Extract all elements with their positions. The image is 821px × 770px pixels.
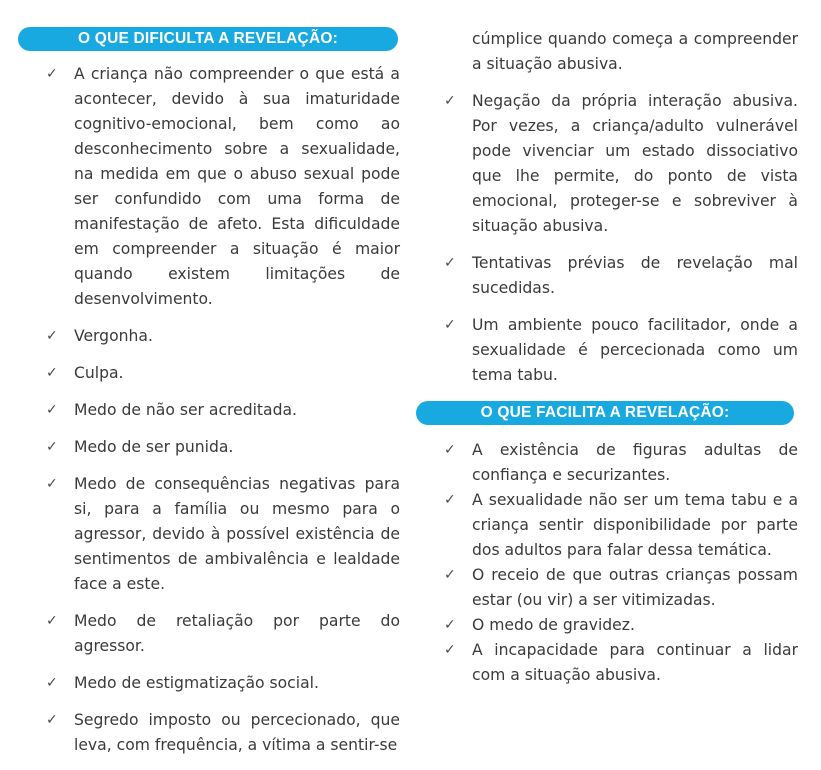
list-item: ✓ Vergonha.: [18, 324, 400, 349]
checkmark-icon: ✓: [444, 567, 456, 583]
dificulta-list-continued: [416, 27, 798, 400]
list-item: ✓ A existência de figuras adultas de confiança e securizantes.: [416, 438, 798, 488]
checkmark-icon: ✓: [444, 255, 456, 271]
list-item: ✓ A incapacidade para continuar a lidar com a situação abusiva.: [416, 638, 798, 688]
checkmark-icon: ✓: [444, 93, 456, 109]
checkmark-icon: ✓: [46, 613, 58, 629]
checkmark-icon: ✓: [444, 317, 456, 333]
list-item: ✓ O medo de gravidez.: [416, 613, 798, 638]
dificulta-list: [18, 62, 400, 770]
list-item: ✓ Medo de não ser acreditada.: [18, 398, 400, 423]
checkmark-icon: ✓: [46, 66, 58, 82]
list-item: ✓ A sexualidade não ser um tema tabu e a criança sentir disponibilidade por parte dos adultos para falar dessa temática.: [416, 488, 798, 563]
checkmark-icon: ✓: [46, 476, 58, 492]
checkmark-icon: ✓: [444, 617, 456, 633]
list-item: ✓ O receio de que outras crianças possam estar (ou vir) a ser vitimizadas.: [416, 563, 798, 613]
list-item: ✓ Medo de ser punida.: [18, 435, 400, 460]
checkmark-icon: ✓: [444, 492, 456, 508]
checkmark-icon: ✓: [444, 442, 456, 458]
list-item: ✓ Medo de consequências negativas para si, para a família ou mesmo para o agressor, devido à possível existência de sentimentos de ambivalência e lealdade face a este.: [18, 472, 400, 597]
list-item: ✓ Negação da própria interação abusiva. Por vezes, a criança/adulto vulnerável pode vivenciar um estado dissociativo que lhe permite, do ponto de vista emocional, proteger-se e sobreviver à situação abusiva.: [416, 89, 798, 239]
checkmark-icon: ✓: [46, 712, 58, 728]
checkmark-icon: ✓: [444, 642, 456, 658]
list-item-continuation: cúmplice quando começa a compreender a situação abusiva.: [472, 30, 798, 73]
facilita-list: [416, 438, 798, 688]
heading-facilita: O QUE FACILITA A REVELAÇÃO:: [416, 401, 794, 425]
checkmark-icon: ✓: [46, 365, 58, 381]
checkmark-icon: ✓: [46, 675, 58, 691]
list-item: ✓ Medo de estigmatização social.: [18, 671, 400, 696]
checkmark-icon: ✓: [46, 402, 58, 418]
checkmark-icon: ✓: [46, 439, 58, 455]
list-item: ✓ Tentativas prévias de revelação mal sucedidas.: [416, 251, 798, 301]
list-item: ✓ Um ambiente pouco facilitador, onde a sexualidade é percecionada como um tema tabu.: [416, 313, 798, 388]
checkmark-icon: ✓: [46, 328, 58, 344]
list-item: ✓ Medo de retaliação por parte do agressor.: [18, 609, 400, 659]
list-item: ✓ Segredo imposto ou percecionado, que leva, com frequência, a vítima a sentir-se: [18, 708, 400, 758]
heading-dificulta: O QUE DIFICULTA A REVELAÇÃO:: [18, 27, 398, 51]
list-item: ✓ A criança não compreender o que está a acontecer, devido à sua imaturidade cognitivo-emocional, bem como ao desconhecimento sobre a sexualidade, na medida em que o abuso sexual pode ser confundido com uma forma de manifestação de afeto. Esta dificuldade em compreender a situação é maior quando existem limitações de desenvolvimento.: [18, 62, 400, 312]
list-item: ✓ Culpa.: [18, 361, 400, 386]
